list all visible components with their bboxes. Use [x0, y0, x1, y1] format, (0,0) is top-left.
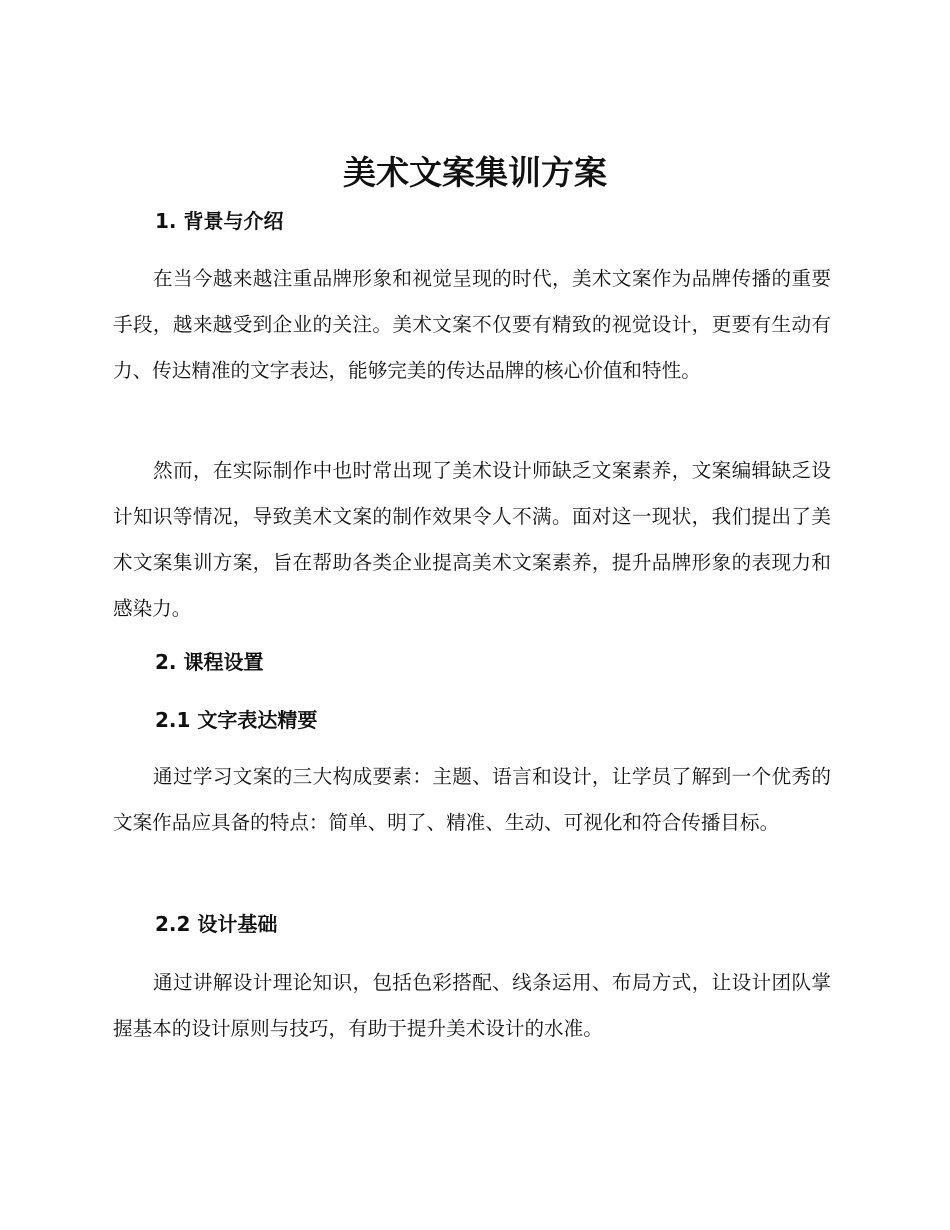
- page-title: 美术文案集训方案: [343, 153, 607, 192]
- section-heading-design: 2.2 设计基础: [155, 912, 278, 936]
- section-heading-background: 1. 背景与介绍: [155, 209, 284, 233]
- section-heading-writing: 2.1 文字表达精要: [155, 708, 318, 732]
- section-heading-courses: 2. 课程设置: [155, 650, 264, 674]
- paragraph-design: 通过讲解设计理论知识，包括色彩搭配、线条运用、布局方式，让设计团队掌握基本的设计原则与技巧，有助于提升美术设计的水准。: [113, 971, 831, 1040]
- paragraph-writing: 通过学习文案的三大构成要素：主题、语言和设计，让学员了解到一个优秀的文案作品应具备的特点：简单、明了、精准、生动、可视化和符合传播目标。: [113, 765, 831, 834]
- paragraph-background-1: 在当今越来越注重品牌形象和视觉呈现的时代，美术文案作为品牌传播的重要手段，越来越受到企业的关注。美术文案不仅要有精致的视觉设计，更要有生动有力、传达精准的文字表达，能够完美的传达品牌的核心价值和特性。: [113, 267, 831, 382]
- paragraph-background-2: 然而，在实际制作中也时常出现了美术设计师缺乏文案素养，文案编辑缺乏设计知识等情况，导致美术文案的制作效果令人不满。面对这一现状，我们提出了美术文案集训方案，旨在帮助各类企业提高美术文案素养，提升品牌形象的表现力和感染力。: [113, 459, 831, 620]
